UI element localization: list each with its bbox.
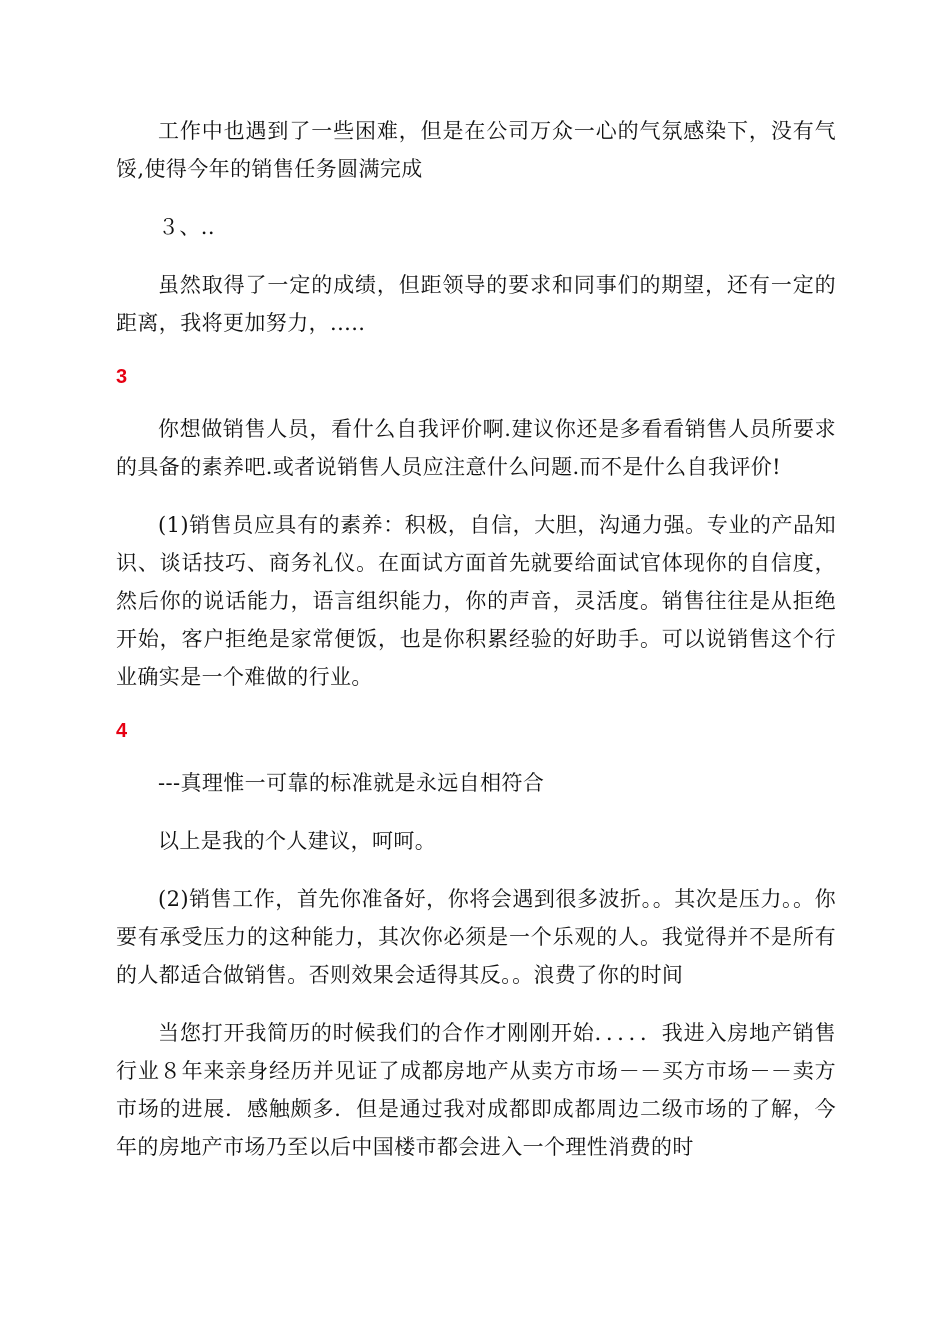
document-body: [116, 112, 836, 1186]
paragraph-truth-quote: ---真理惟一可靠的标准就是永远自相符合: [158, 771, 545, 795]
paragraph-personal-advice: 以上是我的个人建议，呵呵。: [158, 829, 437, 853]
paragraph-item-3: ３、..: [158, 215, 215, 239]
section-number-3: 3: [116, 366, 128, 388]
paragraph-difficulties: 工作中也遇到了一些困难，但是在公司万众一心的气氛感染下，没有气馁,使得今年的销售任务圆满完成: [116, 119, 836, 181]
section-number-4: 4: [116, 720, 128, 742]
paragraph-resume: 当您打开我简历的时候我们的合作才刚刚开始．．．．．我进入房地产销售行业８年来亲身经历并见证了成都房地产从卖方市场－－买方市场－－卖方市场的进展．感触颇多．但是通过我对成都即成都周边二级市场的了解，今年的房地产市场乃至以后中国楼市都会进入一个理性消费的时: [116, 1021, 836, 1159]
paragraph-qualities: (1)销售员应具有的素养：积极，自信，大胆，沟通力强。专业的产品知识、谈话技巧、商务礼仪。在面试方面首先就要给面试官体现你的自信度，然后你的说话能力，语言组织能力，你的声音，灵活度。销售往往是从拒绝开始，客户拒绝是家常便饭，也是你积累经验的好助手。可以说销售这个行业确实是一个难做的行业。: [116, 513, 836, 689]
paragraph-sales-work: (2)销售工作，首先你准备好，你将会遇到很多波折。。其次是压力。。你要有承受压力的这种能力，其次你必须是一个乐观的人。我觉得并不是所有的人都适合做销售。否则效果会适得其反。。浪费了你的时间: [116, 887, 836, 987]
paragraph-self-evaluation: 你想做销售人员，看什么自我评价啊.建议你还是多看看销售人员所要求的具备的素养吧.或者说销售人员应注意什么问题.而不是什么自我评价!: [116, 417, 836, 479]
paragraph-achievement: 虽然取得了一定的成绩，但距领导的要求和同事们的期望，还有一定的距离，我将更加努力，.....: [116, 273, 836, 335]
